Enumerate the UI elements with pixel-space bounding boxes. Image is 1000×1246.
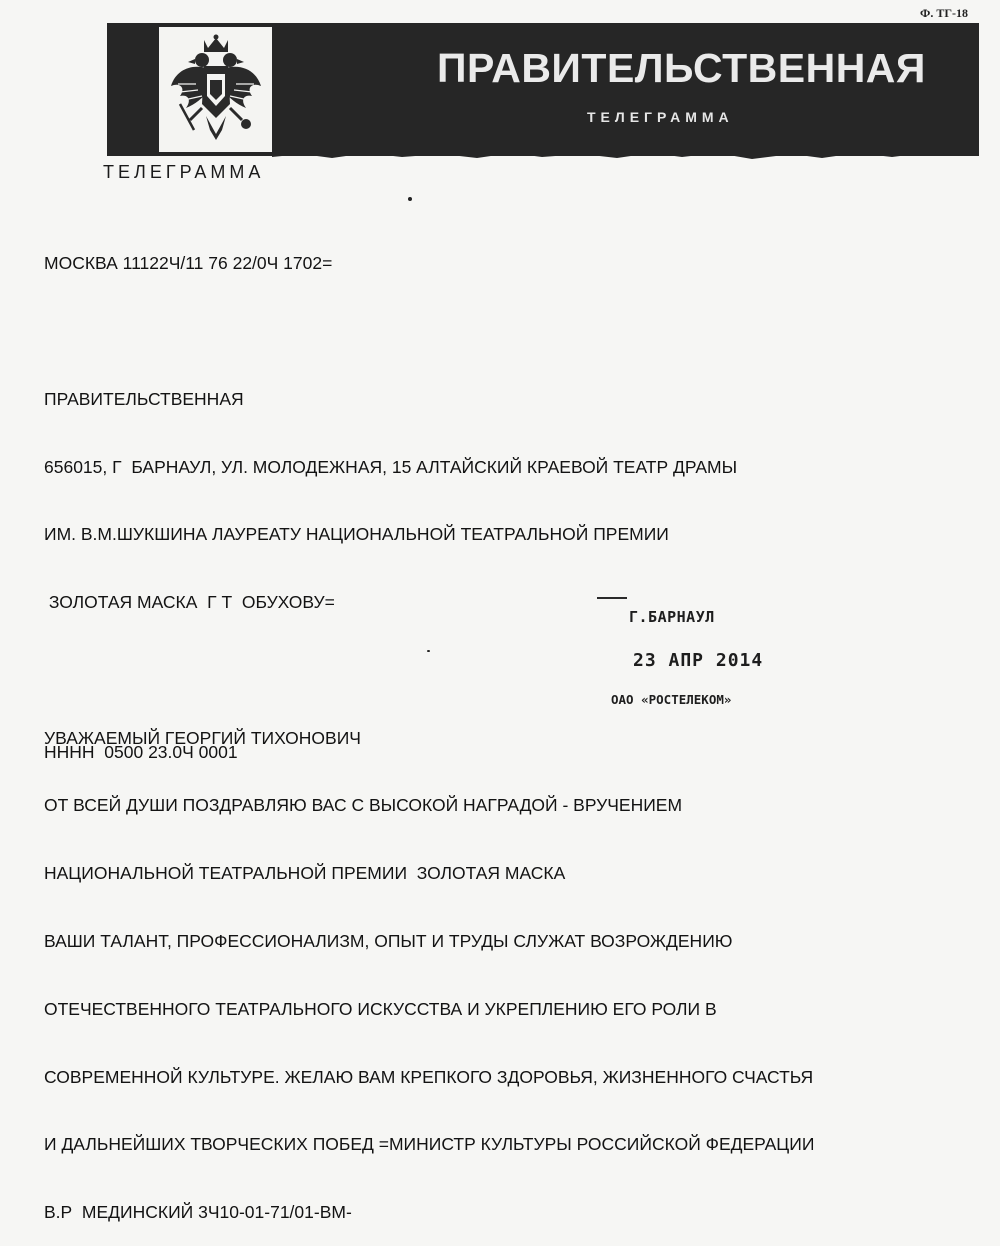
post-office-stamp [593, 593, 793, 723]
message-line: ВАШИ ТАЛАНТ, ПРОФЕССИОНАЛИЗМ, ОПЫТ И ТРУДЫ СЛУЖАТ ВОЗРОЖДЕНИЮ [44, 931, 733, 951]
banner-subtitle: ТЕЛЕГРАММА [587, 109, 734, 125]
stamp-bar [597, 597, 627, 599]
form-code: Ф. ТГ-18 [920, 6, 968, 20]
telegram-label: ТЕЛЕГРАММА [103, 162, 265, 182]
stamp-org: ОАО «РОСТЕЛЕКОМ» [611, 692, 732, 707]
banner-title: ПРАВИТЕЛЬСТВЕННАЯ [437, 45, 926, 91]
address-line: 656015, Г БАРНАУЛ, УЛ. МОЛОДЕЖНАЯ, 15 АЛТАЙСКИЙ КРАЕВОЙ ТЕАТР ДРАМЫ [44, 456, 738, 477]
torn-edge [272, 147, 979, 161]
stamp-date: 23 АПР 2014 [633, 650, 764, 671]
spacer [44, 320, 814, 343]
message-line: ОТ ВСЕЙ ДУШИ ПОЗДРАВЛЯЮ ВАС С ВЫСОКОЙ НАГРАДОЙ - ВРУЧЕНИЕМ [44, 795, 683, 816]
emblem-box [159, 27, 272, 152]
message-line: ОТЕЧЕСТВЕННОГО ТЕАТРАЛЬНОГО ИСКУССТВА И УКРЕПЛЕНИЮ ЕГО РОЛИ В [44, 998, 717, 1019]
footer-service-line: НННН 0500 23.0Ч 0001 [44, 742, 238, 762]
government-banner [107, 23, 979, 156]
ink-speck [408, 197, 412, 201]
address-line: ИМ. В.М.ШУКШИНА ЛАУРЕАТУ НАЦИОНАЛЬНОЙ ТЕАТРАЛЬНОЙ ПРЕМИИ [44, 524, 669, 545]
address-line: ПРАВИТЕЛЬСТВЕННАЯ [44, 388, 244, 409]
message-line: УВАЖАЕМЫЙ ГЕОРГИЙ ТИХОНОВИЧ [44, 727, 361, 748]
coat-of-arms-icon [166, 34, 266, 146]
stamp-city: Г.БАРНАУЛ [629, 608, 715, 626]
message-line: И ДАЛЬНЕЙШИХ ТВОРЧЕСКИХ ПОБЕД =МИНИСТР КУЛЬТУРЫ РОССИЙСКОЙ ФЕДЕРАЦИИ [44, 1134, 815, 1155]
address-line: ЗОЛОТАЯ МАСКА Г Т ОБУХОВУ= [44, 592, 335, 613]
ink-speck [427, 650, 430, 652]
telegram-body [44, 207, 814, 1246]
message-line: НАЦИОНАЛЬНОЙ ТЕАТРАЛЬНОЙ ПРЕМИИ ЗОЛОТАЯ МАСКА [44, 863, 566, 884]
header-line: МОСКВА 11122Ч/11 76 22/0Ч 1702= [44, 253, 333, 274]
message-line: СОВРЕМЕННОЙ КУЛЬТУРЕ. ЖЕЛАЮ ВАМ КРЕПКОГО ЗДОРОВЬЯ, ЖИЗНЕННОГО СЧАСТЬЯ [44, 1066, 814, 1087]
message-line: В.Р МЕДИНСКИЙ 3Ч10-01-71/01-ВМ- [44, 1202, 352, 1223]
